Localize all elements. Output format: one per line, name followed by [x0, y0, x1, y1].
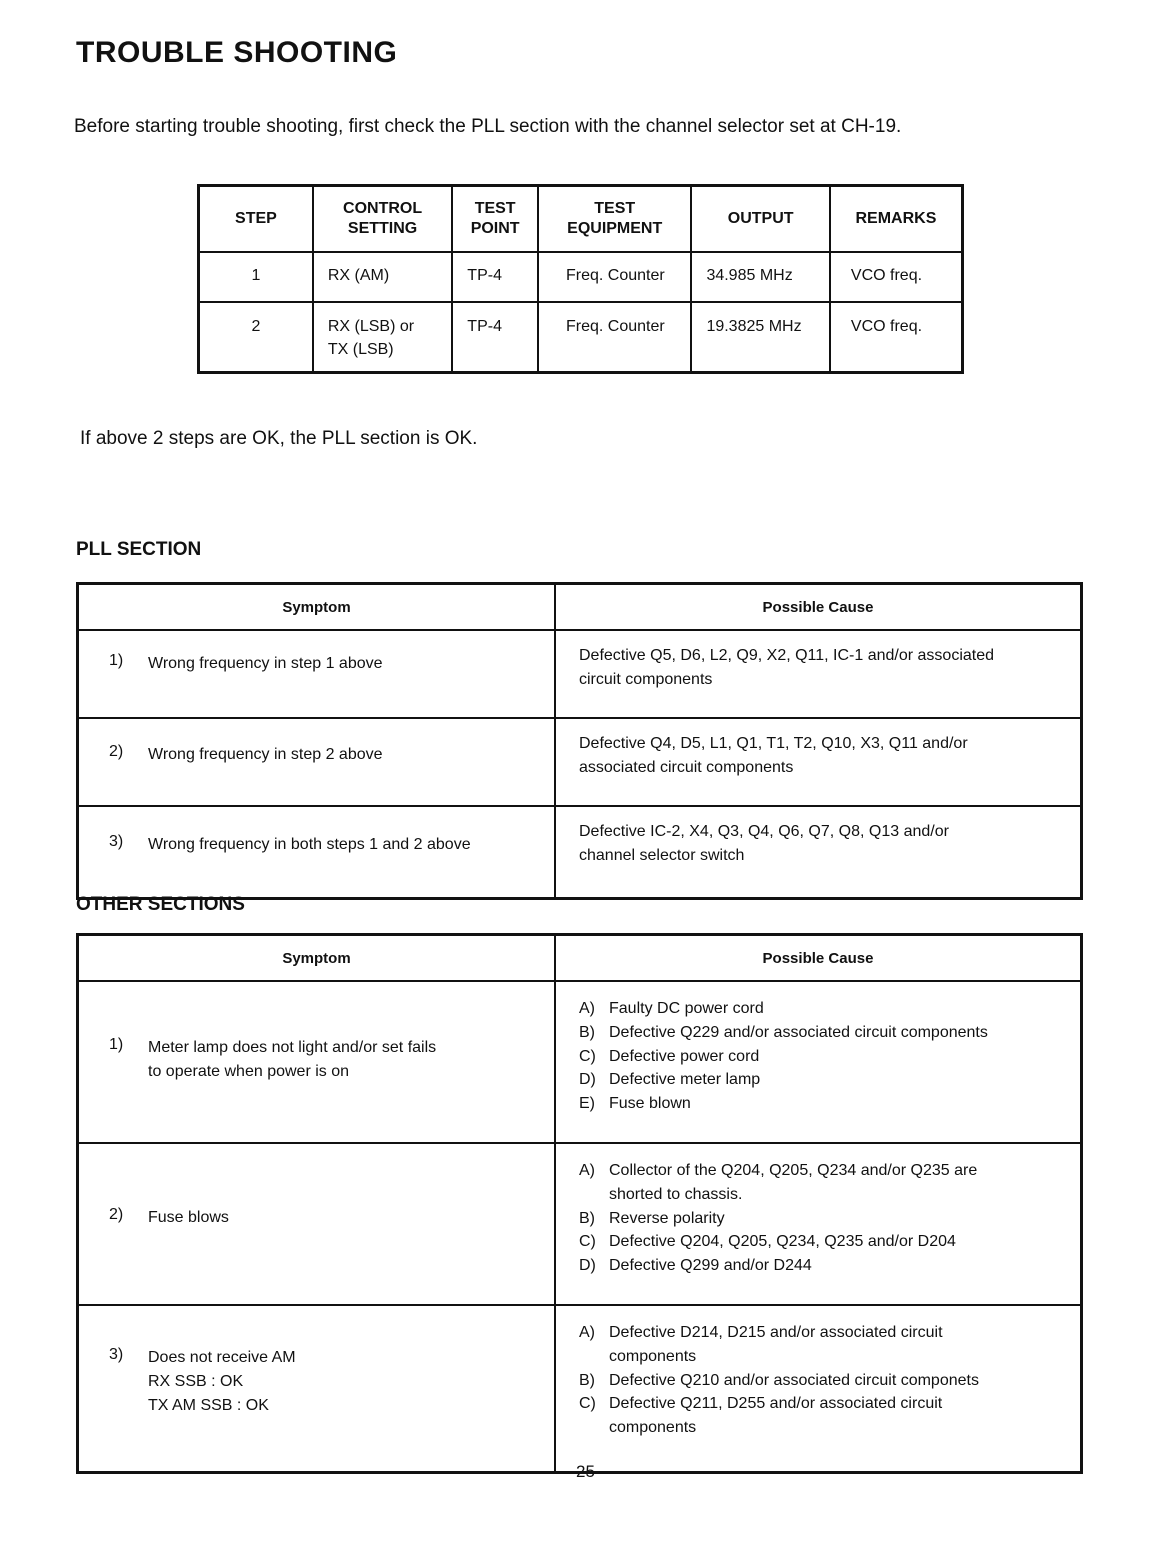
cause-letter: A) — [579, 1000, 595, 1017]
symptom-header: Symptom — [78, 584, 556, 631]
symptom-text: Wrong frequency in both steps 1 and 2 above — [148, 836, 471, 853]
cause-item — [579, 1392, 1080, 1440]
cause-cell — [555, 981, 1082, 1143]
cause-text: Defective Q299 and/or D244 — [609, 1257, 812, 1275]
cause-text: Reverse polarity — [609, 1209, 725, 1227]
pll-section-heading: PLL SECTION — [76, 539, 202, 560]
row-number: 3) — [109, 1346, 124, 1363]
symptom-line: to operate when power is on — [148, 1063, 350, 1080]
control-cell — [313, 252, 452, 302]
cause-letter: A) — [579, 1162, 595, 1179]
cause-cell — [555, 1305, 1082, 1473]
remarks-cell: VCO freq. — [830, 302, 963, 373]
cause-letter: B) — [579, 1023, 595, 1041]
control-line: TX (LSB) — [327, 341, 394, 358]
header-step: STEP — [199, 186, 313, 253]
header-test-equipment: TEST EQUIPMENT — [538, 186, 691, 253]
table-row — [78, 630, 1082, 718]
cause-item — [579, 1254, 1080, 1278]
cause-line: components — [609, 1419, 697, 1437]
row-number: 2) — [109, 1206, 124, 1223]
symptom-text — [148, 1346, 296, 1418]
output-cell: 19.3825 MHz — [691, 302, 829, 373]
symptom-cell — [78, 981, 556, 1143]
cause-cell — [555, 630, 1082, 718]
header-test-point: TEST POINT — [452, 186, 538, 253]
table-row — [78, 718, 1082, 806]
table-row — [199, 302, 963, 373]
symptom-cell — [78, 1305, 556, 1473]
cause-line: components — [609, 1347, 697, 1365]
cause-letter: E) — [579, 1095, 595, 1113]
cause-text: Defective Q204, Q205, Q234, Q235 and/or D204 — [609, 1233, 956, 1251]
cause-letter: A) — [579, 1324, 595, 1341]
cause-letter: D) — [579, 1071, 596, 1089]
output-cell: 34.985 MHz — [691, 252, 829, 302]
symptom-cell — [78, 806, 556, 899]
symptom-text: Wrong frequency in step 2 above — [148, 746, 383, 763]
symptom-text: Wrong frequency in step 1 above — [148, 655, 383, 672]
header-output: OUTPUT — [691, 186, 829, 253]
cause-item — [579, 1159, 1080, 1207]
header-remarks: REMARKS — [830, 186, 963, 253]
cause-line: Defective Q211, D255 and/or associated circuit — [609, 1395, 943, 1413]
pll-header-row — [78, 584, 1082, 631]
symptom-text — [148, 1036, 436, 1084]
cause-letter: B) — [579, 1209, 595, 1227]
cause-item — [579, 1321, 1080, 1369]
intro-text: Before starting trouble shooting, first check the PLL section with the channel selector set at CH-19. — [74, 116, 902, 137]
step-cell: 2 — [199, 302, 313, 373]
control-cell — [313, 302, 452, 373]
other-symptom-table — [76, 933, 1083, 1474]
cause-line: Defective Q4, D5, L1, Q1, T1, T2, Q10, X3, Q11 and/or — [579, 735, 968, 752]
symptom-line: RX SSB : OK — [148, 1373, 244, 1390]
cause-line: Defective Q5, D6, L2, Q9, X2, Q11, IC-1 and/or associated — [579, 647, 995, 664]
cause-line: channel selector switch — [579, 847, 745, 864]
cause-text: Defective Q229 and/or associated circuit components — [609, 1023, 988, 1041]
cause-line: circuit components — [579, 671, 713, 688]
cause-text — [609, 1159, 1080, 1207]
cause-letter: B) — [579, 1371, 595, 1389]
cause-cell — [555, 1143, 1082, 1305]
control-line: RX (LSB) or — [327, 318, 415, 335]
cause-line: Defective D214, D215 and/or associated circuit — [609, 1324, 943, 1341]
row-number: 1) — [109, 1036, 124, 1053]
other-header-row — [78, 935, 1082, 982]
cause-line: shorted to chassis. — [609, 1185, 743, 1203]
cause-text — [609, 1392, 1080, 1440]
row-number: 1) — [109, 652, 124, 669]
symptom-cell — [78, 718, 556, 806]
table-row — [78, 806, 1082, 899]
equipment-cell: Freq. Counter — [538, 302, 691, 373]
cause-item — [579, 1092, 1080, 1116]
page-title: TROUBLE SHOOTING — [76, 36, 398, 69]
step-cell: 1 — [199, 252, 313, 302]
cause-item — [579, 997, 1080, 1021]
symptom-line: Meter lamp does not light and/or set fails — [148, 1039, 437, 1056]
cause-letter: D) — [579, 1257, 596, 1275]
page-number: – 25 – — [561, 1462, 610, 1481]
point-cell: TP-4 — [452, 302, 538, 373]
row-number: 3) — [109, 833, 124, 850]
cause-text — [609, 1321, 1080, 1369]
cause-line: Collector of the Q204, Q205, Q234 and/or Q235 are — [609, 1162, 978, 1179]
table-row — [78, 1305, 1082, 1473]
point-cell: TP-4 — [452, 252, 538, 302]
cause-text: Fuse blown — [609, 1095, 691, 1113]
equipment-cell: Freq. Counter — [538, 252, 691, 302]
table-row — [78, 1143, 1082, 1305]
cause-item — [579, 1230, 1080, 1254]
cause-line: Defective IC-2, X4, Q3, Q4, Q6, Q7, Q8, Q13 and/or — [579, 823, 949, 840]
cause-line: associated circuit components — [579, 759, 794, 776]
cause-cell — [555, 806, 1082, 899]
step-table-header-row — [199, 186, 963, 253]
cause-letter: C) — [579, 1047, 596, 1065]
cause-letter: C) — [579, 1233, 596, 1251]
cause-item — [579, 1207, 1080, 1231]
pll-ok-text: If above 2 steps are OK, the PLL section is OK. — [80, 428, 478, 449]
symptom-line: Does not receive AM — [148, 1349, 296, 1366]
symptom-cell — [78, 1143, 556, 1305]
cause-item — [579, 1021, 1080, 1045]
other-sections-heading: OTHER SECTIONS — [76, 894, 245, 915]
cause-text: Faulty DC power cord — [609, 1000, 764, 1017]
cause-letter: C) — [579, 1395, 596, 1413]
cause-text: Defective power cord — [609, 1047, 760, 1065]
symptom-text: Fuse blows — [148, 1209, 229, 1226]
symptom-line: TX AM SSB : OK — [148, 1397, 269, 1414]
header-control-setting: CONTROL SETTING — [313, 186, 452, 253]
symptom-header: Symptom — [78, 935, 556, 982]
row-number: 2) — [109, 743, 124, 760]
pll-symptom-table — [76, 582, 1083, 900]
table-row — [78, 981, 1082, 1143]
cause-header: Possible Cause — [555, 584, 1082, 631]
cause-item — [579, 1369, 1080, 1393]
cause-cell — [555, 718, 1082, 806]
remarks-cell: VCO freq. — [830, 252, 963, 302]
cause-header: Possible Cause — [555, 935, 1082, 982]
symptom-cell — [78, 630, 556, 718]
cause-text: Defective meter lamp — [609, 1071, 761, 1089]
cause-text: Defective Q210 and/or associated circuit componets — [609, 1371, 979, 1389]
cause-item — [579, 1068, 1080, 1092]
cause-item — [579, 1045, 1080, 1069]
table-row — [199, 252, 963, 302]
control-line: RX (AM) — [327, 267, 390, 284]
step-table — [197, 184, 964, 374]
